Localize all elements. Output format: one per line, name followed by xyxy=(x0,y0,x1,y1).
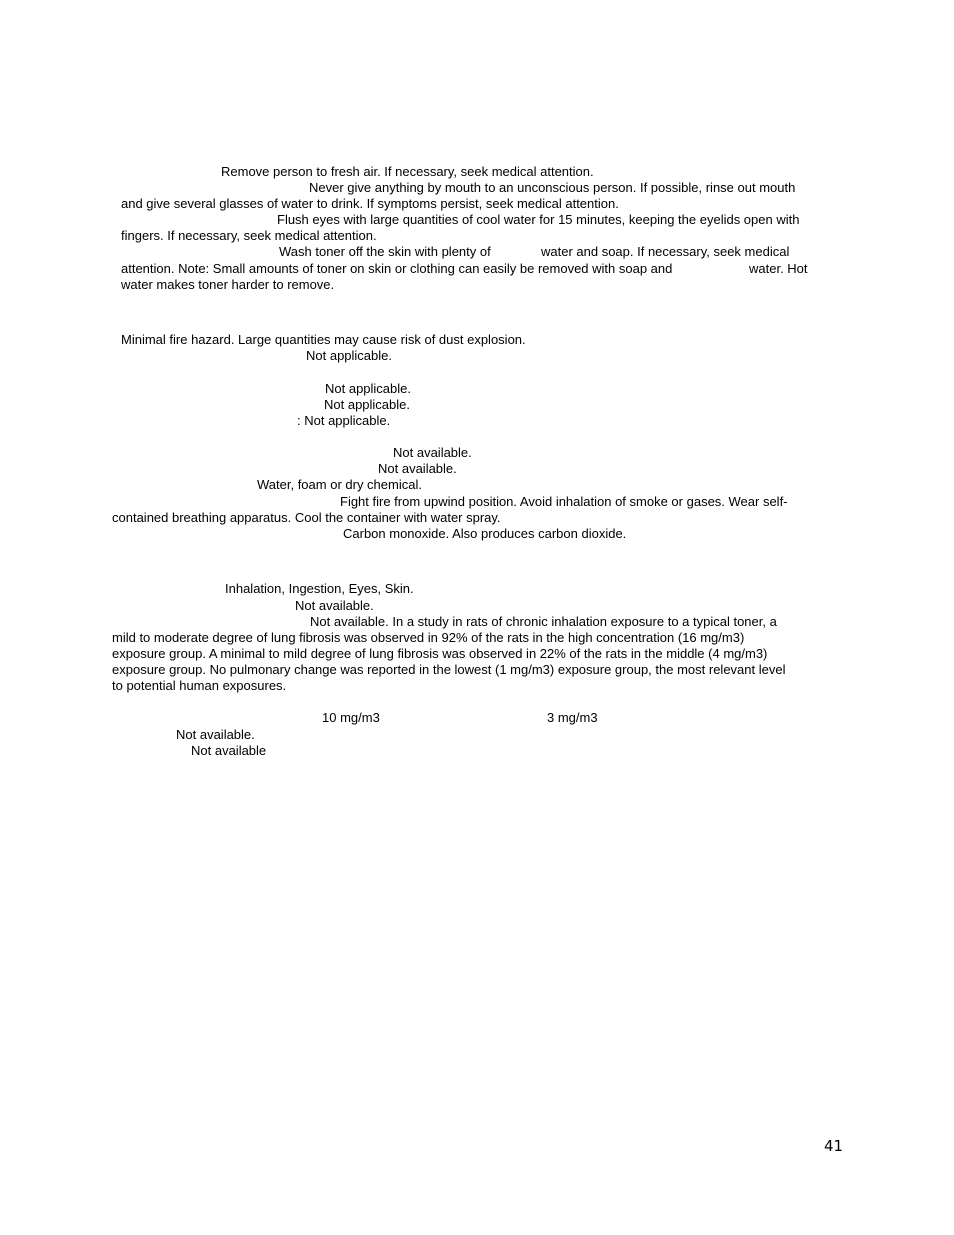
health-chronic-line-2: mild to moderate degree of lung fibrosis was observed in 92% of the rats in the high concentration (16 mg/m3) xyxy=(112,630,745,645)
health-chronic-line-3: exposure group. A minimal to mild degree of lung fibrosis was observed in 22% of the rats in the middle (4 mg/m3) xyxy=(112,646,768,661)
health-exposure-limit-2: 3 mg/m3 xyxy=(547,710,598,725)
health-chronic-line-4: exposure group. No pulmonary change was reported in the lowest (1 mg/m3) exposure group, the most relevant level xyxy=(112,662,786,677)
health-value-3: Not available xyxy=(191,743,267,758)
fire-value-4: : Not applicable. xyxy=(297,413,391,428)
first-aid-inhalation: Remove person to fresh air. If necessary, seek medical attention. xyxy=(221,164,594,179)
first-aid-skin-line-2b: water. Hot xyxy=(749,261,808,276)
fire-combustion-products: Carbon monoxide. Also produces carbon dioxide. xyxy=(343,526,627,541)
health-exposure-limit-1: 10 mg/m3 xyxy=(322,710,380,725)
first-aid-eyes-line-2: fingers. If necessary, seek medical attention. xyxy=(121,228,377,243)
first-aid-eyes-line-1: Flush eyes with large quantities of cool water for 15 minutes, keeping the eyelids open with xyxy=(277,212,800,227)
fire-hazard: Minimal fire hazard. Large quantities may cause risk of dust explosion. xyxy=(121,332,526,347)
health-chronic-line-1: Not available. In a study in rats of chronic inhalation exposure to a typical toner, a xyxy=(310,614,777,629)
first-aid-ingestion-line-2: and give several glasses of water to drink. If symptoms persist, seek medical attention. xyxy=(121,196,619,211)
first-aid-ingestion-line-1: Never give anything by mouth to an unconscious person. If possible, rinse out mouth xyxy=(309,180,796,195)
fire-firefighting-line-1: Fight fire from upwind position. Avoid inhalation of smoke or gases. Wear self- xyxy=(340,494,788,509)
fire-value-5: Not available. xyxy=(393,445,472,460)
fire-firefighting-line-2: contained breathing apparatus. Cool the container with water spray. xyxy=(112,510,501,525)
fire-value-3: Not applicable. xyxy=(324,397,410,412)
first-aid-skin-line-3: water makes toner harder to remove. xyxy=(121,277,335,292)
fire-value-2: Not applicable. xyxy=(325,381,411,396)
health-chronic-line-5: to potential human exposures. xyxy=(112,678,287,693)
fire-value-6: Not available. xyxy=(378,461,457,476)
fire-extinguishing-media: Water, foam or dry chemical. xyxy=(257,477,422,492)
health-routes-of-entry: Inhalation, Ingestion, Eyes, Skin. xyxy=(225,581,414,596)
first-aid-skin-line-2a: attention. Note: Small amounts of toner on skin or clothing can easily be removed with soap and xyxy=(121,261,673,276)
health-value-1: Not available. xyxy=(295,598,374,613)
health-value-2: Not available. xyxy=(176,727,255,742)
first-aid-skin-line-1b: water and soap. If necessary, seek medical xyxy=(541,244,790,259)
page-number: 41 xyxy=(824,1137,844,1155)
first-aid-skin-line-1a: Wash toner off the skin with plenty of xyxy=(279,244,491,259)
fire-value-1: Not applicable. xyxy=(306,348,392,363)
